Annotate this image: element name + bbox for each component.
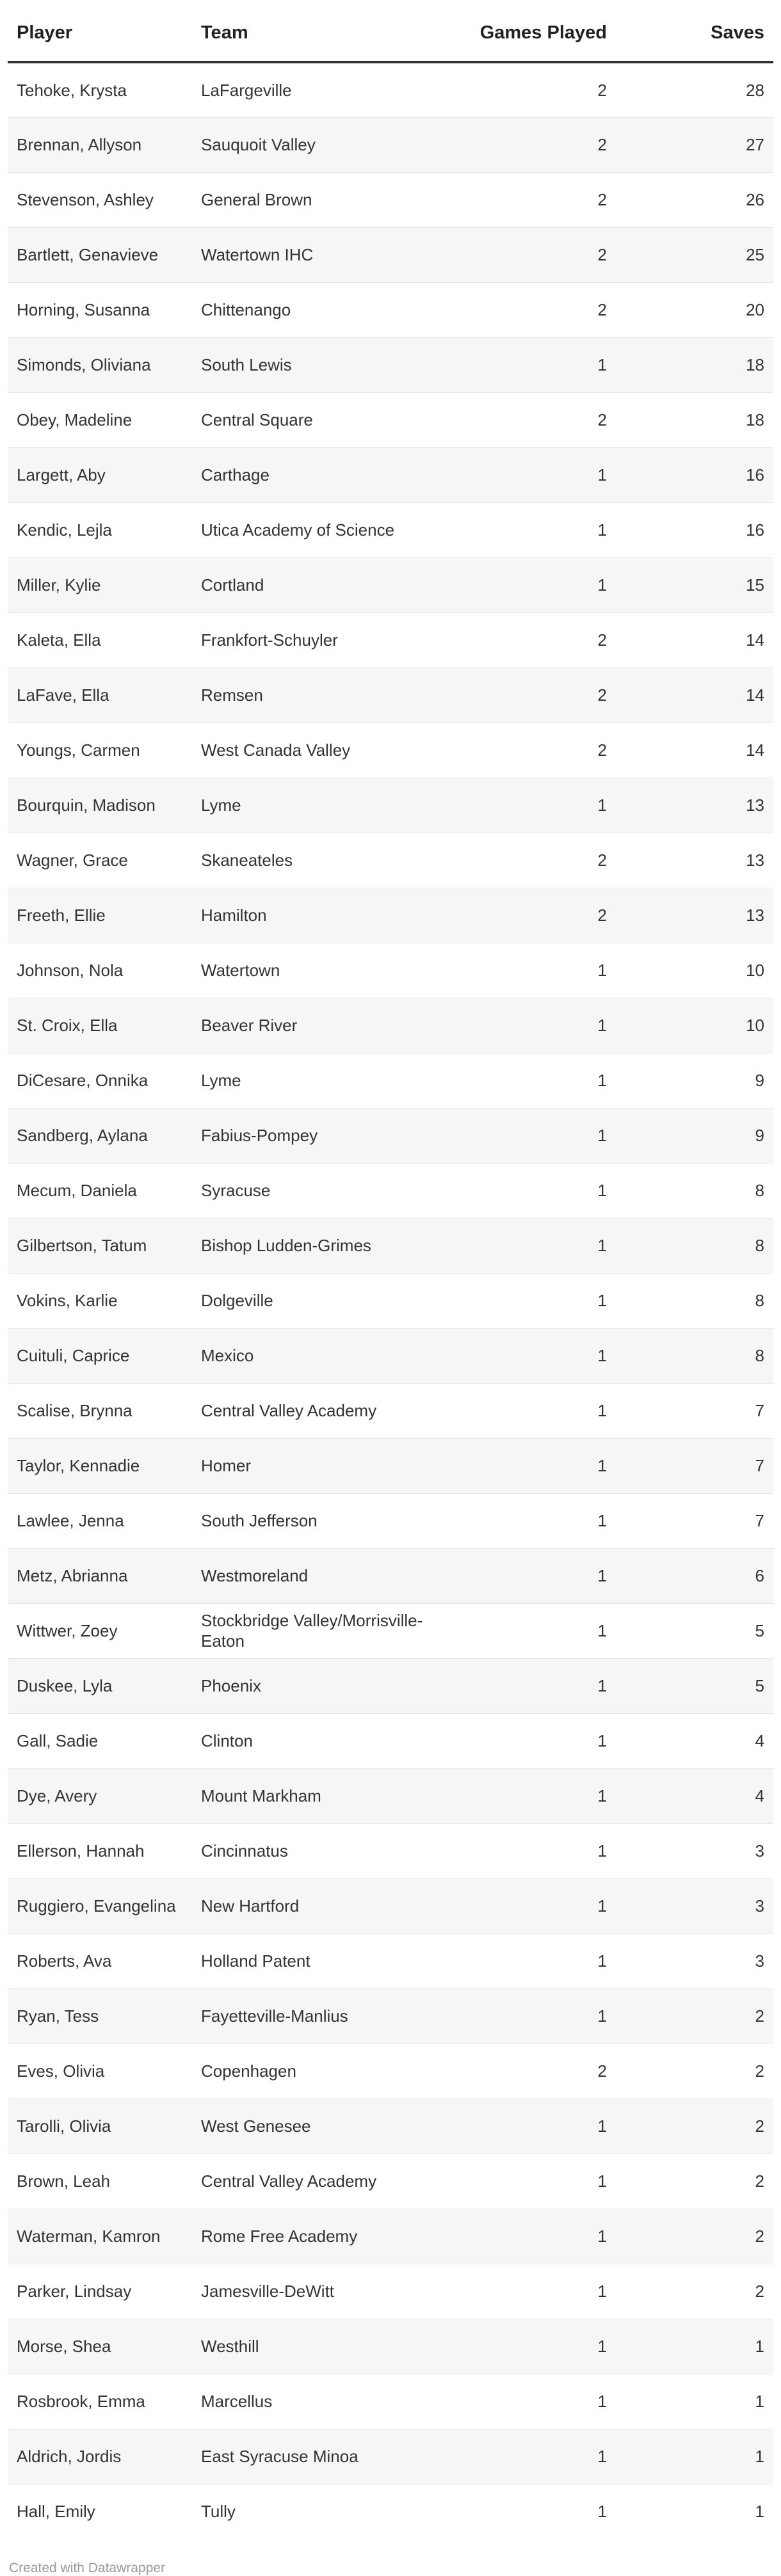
cell-games-played: 1 xyxy=(458,337,616,392)
cell-games-played: 2 xyxy=(458,227,616,282)
cell-player: Duskee, Lyla xyxy=(8,1658,192,1713)
cell-saves: 18 xyxy=(616,392,773,447)
cell-games-played: 1 xyxy=(458,1438,616,1493)
cell-saves: 7 xyxy=(616,1493,773,1548)
table-row xyxy=(8,668,773,723)
cell-team: Chittenango xyxy=(192,282,458,337)
cell-games-played: 1 xyxy=(458,998,616,1053)
cell-games-played: 1 xyxy=(458,1383,616,1438)
cell-games-played: 2 xyxy=(458,117,616,172)
cell-saves: 10 xyxy=(616,998,773,1053)
table-row xyxy=(8,1823,773,1878)
cell-team: Clinton xyxy=(192,1713,458,1768)
cell-saves: 1 xyxy=(755,2502,764,2522)
cell-saves: 10 xyxy=(616,943,773,998)
table-row xyxy=(8,998,773,1053)
cell-player: Horning, Susanna xyxy=(8,282,192,337)
cell-player: Brown, Leah xyxy=(8,2154,192,2209)
cell-player: Ellerson, Hannah xyxy=(8,1823,192,1878)
cell-team: Bishop Ludden-Grimes xyxy=(192,1218,458,1273)
cell-saves: 2 xyxy=(616,2154,773,2209)
cell-player: Cuituli, Caprice xyxy=(8,1328,192,1383)
header-team[interactable]: Team xyxy=(192,0,458,62)
datawrapper-credit: Created with Datawrapper xyxy=(9,2561,165,2575)
cell-games-played: 2 xyxy=(458,282,616,337)
cell-games-played: 2 xyxy=(458,888,616,943)
cell-player: DiCesare, Onnika xyxy=(8,1053,192,1108)
table-body xyxy=(8,62,773,2539)
table-row xyxy=(8,888,773,943)
cell-player: Bourquin, Madison xyxy=(8,778,192,833)
cell-games-played: 1 xyxy=(458,1713,616,1768)
table-row xyxy=(8,612,773,668)
cell-games-played: 1 xyxy=(458,1988,616,2044)
table-row xyxy=(8,337,773,392)
cell-games-played: 1 xyxy=(458,1218,616,1273)
cell-games-played: 1 xyxy=(458,447,616,502)
cell-team: Central Square xyxy=(192,392,458,447)
table-row xyxy=(8,557,773,612)
cell-saves: 8 xyxy=(616,1218,773,1273)
cell-team: Copenhagen xyxy=(192,2044,458,2099)
cell-games-played: 1 xyxy=(458,2374,616,2429)
cell-player: Freeth, Ellie xyxy=(8,888,192,943)
cell-team: Rome Free Academy xyxy=(192,2209,458,2264)
cell-player: Vokins, Karlie xyxy=(8,1273,192,1328)
table-row xyxy=(8,1053,773,1108)
cell-saves: 18 xyxy=(616,337,773,392)
cell-player: Wittwer, Zoey xyxy=(8,1603,192,1658)
cell-games-played: 1 xyxy=(458,943,616,998)
header-player[interactable]: Player xyxy=(8,0,192,62)
cell-player: Miller, Kylie xyxy=(8,557,192,612)
cell-player: Aldrich, Jordis xyxy=(8,2429,192,2484)
cell-team: General Brown xyxy=(192,172,458,227)
cell-games-played: 1 xyxy=(458,1768,616,1823)
table-row xyxy=(8,117,773,172)
cell-team: Watertown IHC xyxy=(192,227,458,282)
cell-player: LaFave, Ella xyxy=(8,668,192,723)
cell-player: Youngs, Carmen xyxy=(8,723,192,778)
cell-player: Waterman, Kamron xyxy=(8,2209,192,2264)
cell-player: Johnson, Nola xyxy=(8,943,192,998)
header-saves[interactable]: Saves xyxy=(616,0,773,62)
cell-player: Wagner, Grace xyxy=(8,833,192,888)
cell-player: Kendic, Lejla xyxy=(8,502,192,557)
cell-player: Bartlett, Genavieve xyxy=(8,227,192,282)
cell-team: West Genesee xyxy=(192,2099,458,2154)
cell-player: Simonds, Oliviana xyxy=(8,337,192,392)
table-row xyxy=(8,2209,773,2264)
header-games-played[interactable]: Games Played xyxy=(458,0,616,62)
table-row xyxy=(8,1108,773,1163)
cell-saves: 14 xyxy=(616,668,773,723)
table-row xyxy=(8,227,773,282)
cell-games-played: 1 xyxy=(458,2099,616,2154)
cell-team: Beaver River xyxy=(192,998,458,1053)
cell-player: Obey, Madeline xyxy=(8,392,192,447)
cell-player: Brennan, Allyson xyxy=(8,117,192,172)
cell-games-played: 2 xyxy=(458,392,616,447)
cell-saves: 28 xyxy=(616,62,773,117)
cell-games-played: 1 xyxy=(458,1273,616,1328)
cell-team: Central Valley Academy xyxy=(192,2154,458,2209)
cell-team: Syracuse xyxy=(192,1163,458,1218)
table-row xyxy=(8,1273,773,1328)
cell-games-played: 1 xyxy=(458,2319,616,2374)
table-row xyxy=(8,62,773,117)
cell-games-played: 1 xyxy=(458,2154,616,2209)
cell-saves: 7 xyxy=(616,1438,773,1493)
table-row xyxy=(8,778,773,833)
cell-player: Scalise, Brynna xyxy=(8,1383,192,1438)
cell-player: Eves, Olivia xyxy=(8,2044,192,2099)
table-row xyxy=(8,2374,773,2429)
cell-saves: 6 xyxy=(616,1548,773,1603)
cell-team: Hamilton xyxy=(192,888,458,943)
cell-saves: 1 xyxy=(616,2429,773,2484)
cell-team: Remsen xyxy=(192,668,458,723)
cell-saves: 8 xyxy=(616,1273,773,1328)
cell-player: Ruggiero, Evangelina xyxy=(8,1878,192,1933)
cell-saves: 4 xyxy=(616,1713,773,1768)
cell-saves: 14 xyxy=(616,723,773,778)
cell-saves: 1 xyxy=(616,2374,773,2429)
cell-saves: 8 xyxy=(616,1163,773,1218)
cell-team: Frankfort-Schuyler xyxy=(192,612,458,668)
cell-games-played: 2 xyxy=(458,668,616,723)
cell-games-played: 1 xyxy=(458,2429,616,2484)
cell-saves: 16 xyxy=(616,447,773,502)
table-row xyxy=(8,943,773,998)
cell-saves: 8 xyxy=(616,1328,773,1383)
cell-saves: 13 xyxy=(616,778,773,833)
cell-saves: 4 xyxy=(616,1768,773,1823)
table-row xyxy=(8,392,773,447)
cell-player: Morse, Shea xyxy=(8,2319,192,2374)
cell-team: Mexico xyxy=(192,1328,458,1383)
cell-team: Cortland xyxy=(192,557,458,612)
cell-saves: 16 xyxy=(616,502,773,557)
cell-saves: 7 xyxy=(616,1383,773,1438)
cell-team: Dolgeville xyxy=(192,1273,458,1328)
cell-player: Dye, Avery xyxy=(8,1768,192,1823)
cell-saves: 13 xyxy=(616,833,773,888)
table-row xyxy=(8,502,773,557)
header-row xyxy=(8,0,773,62)
table-row xyxy=(8,2044,773,2099)
cell-team: Central Valley Academy xyxy=(192,1383,458,1438)
cell-games-played: 1 xyxy=(458,502,616,557)
table-row xyxy=(8,1438,773,1493)
cell-team: New Hartford xyxy=(192,1878,458,1933)
cell-saves: 13 xyxy=(616,888,773,943)
table-row xyxy=(8,2154,773,2209)
cell-games-played: 1 xyxy=(458,1053,616,1108)
cell-saves: 1 xyxy=(616,2319,773,2374)
cell-saves: 2 xyxy=(616,2099,773,2154)
cell-team: Holland Patent xyxy=(192,1933,458,1988)
cell-player: Metz, Abrianna xyxy=(8,1548,192,1603)
table-row xyxy=(8,723,773,778)
table-row xyxy=(8,2319,773,2374)
cell-team: East Syracuse Minoa xyxy=(192,2429,458,2484)
table-row xyxy=(8,1933,773,1988)
table-row xyxy=(8,1768,773,1823)
cell-games-played: 1 xyxy=(458,1163,616,1218)
cell-games-played: 2 xyxy=(458,833,616,888)
cell-team: Carthage xyxy=(192,447,458,502)
cell-saves: 2 xyxy=(616,2264,773,2319)
table-row xyxy=(8,1218,773,1273)
cell-games-played: 2 xyxy=(458,612,616,668)
cell-team: Utica Academy of Science xyxy=(192,502,458,557)
cell-saves: 26 xyxy=(616,172,773,227)
cell-games-played: 2 xyxy=(458,62,616,117)
cell-player: Taylor, Kennadie xyxy=(8,1438,192,1493)
cell-player: Mecum, Daniela xyxy=(8,1163,192,1218)
table-row xyxy=(8,1493,773,1548)
table-row xyxy=(8,1383,773,1438)
cell-team: South Lewis xyxy=(192,337,458,392)
cell-team: Cincinnatus xyxy=(192,1823,458,1878)
table-row xyxy=(8,2484,773,2539)
cell-games-played: 2 xyxy=(458,723,616,778)
cell-team: Watertown xyxy=(192,943,458,998)
cell-team: Westmoreland xyxy=(192,1548,458,1603)
cell-games-played: 1 xyxy=(458,1933,616,1988)
cell-player: Gilbertson, Tatum xyxy=(8,1218,192,1273)
table-row xyxy=(8,2429,773,2484)
cell-player: Roberts, Ava xyxy=(8,1933,192,1988)
cell-player: Tarolli, Olivia xyxy=(8,2099,192,2154)
cell-player: Stevenson, Ashley xyxy=(8,172,192,227)
cell-team: Westhill xyxy=(192,2319,458,2374)
cell-games-played: 1 xyxy=(458,1878,616,1933)
table-row xyxy=(8,2264,773,2319)
cell-team: Jamesville-DeWitt xyxy=(192,2264,458,2319)
cell-team: Lyme xyxy=(192,1053,458,1108)
cell-saves: 3 xyxy=(616,1933,773,1988)
cell-games-played: 1 xyxy=(458,778,616,833)
cell-player: Largett, Aby xyxy=(8,447,192,502)
cell-games-played: 1 xyxy=(458,1548,616,1603)
cell-team: Homer xyxy=(192,1438,458,1493)
cell-team: LaFargeville xyxy=(192,62,458,117)
cell-player: Lawlee, Jenna xyxy=(8,1493,192,1548)
cell-team: Stockbridge Valley/Morrisville-Eaton xyxy=(192,1603,458,1658)
cell-saves: 9 xyxy=(616,1053,773,1108)
cell-games-played: 1 xyxy=(458,1493,616,1548)
cell-games-played: 1 xyxy=(458,1823,616,1878)
cell-player: Sandberg, Aylana xyxy=(8,1108,192,1163)
cell-games-played: 1 xyxy=(458,557,616,612)
cell-games-played: 1 xyxy=(458,1108,616,1163)
cell-player: Gall, Sadie xyxy=(8,1713,192,1768)
cell-saves: 5 xyxy=(616,1658,773,1713)
cell-games-played: 1 xyxy=(458,2209,616,2264)
cell-team: Fabius-Pompey xyxy=(192,1108,458,1163)
cell-saves: 3 xyxy=(616,1823,773,1878)
cell-saves: 5 xyxy=(616,1603,773,1658)
table-row xyxy=(8,172,773,227)
cell-games-played: 1 xyxy=(458,2264,616,2319)
table-row xyxy=(8,1988,773,2044)
table-row xyxy=(8,833,773,888)
cell-team: Phoenix xyxy=(192,1658,458,1713)
cell-team: South Jefferson xyxy=(192,1493,458,1548)
table-row xyxy=(8,1603,773,1658)
cell-player: Kaleta, Ella xyxy=(8,612,192,668)
saves-table xyxy=(8,0,773,2539)
cell-team: Lyme xyxy=(192,778,458,833)
cell-player: Ryan, Tess xyxy=(8,1988,192,2044)
table-row xyxy=(8,1328,773,1383)
cell-team: Sauquoit Valley xyxy=(192,117,458,172)
cell-team: Tully xyxy=(201,2502,236,2522)
cell-games-played: 1 xyxy=(597,2502,607,2522)
cell-games-played: 2 xyxy=(458,172,616,227)
cell-player: St. Croix, Ella xyxy=(8,998,192,1053)
cell-team: Mount Markham xyxy=(192,1768,458,1823)
cell-saves: 2 xyxy=(616,1988,773,2044)
cell-saves: 3 xyxy=(616,1878,773,1933)
cell-player: Rosbrook, Emma xyxy=(8,2374,192,2429)
cell-games-played: 1 xyxy=(458,1603,616,1658)
cell-saves: 15 xyxy=(616,557,773,612)
cell-team: West Canada Valley xyxy=(192,723,458,778)
cell-player: Parker, Lindsay xyxy=(8,2264,192,2319)
cell-team: Marcellus xyxy=(192,2374,458,2429)
table-row xyxy=(8,1713,773,1768)
cell-games-played: 1 xyxy=(458,1328,616,1383)
table-row xyxy=(8,1548,773,1603)
table-row xyxy=(8,1878,773,1933)
table-row xyxy=(8,447,773,502)
cell-games-played: 1 xyxy=(458,1658,616,1713)
cell-player: Tehoke, Krysta xyxy=(8,62,192,117)
table-row xyxy=(8,2099,773,2154)
cell-games-played: 2 xyxy=(458,2044,616,2099)
cell-saves: 14 xyxy=(616,612,773,668)
table-row xyxy=(8,1658,773,1713)
cell-saves: 9 xyxy=(616,1108,773,1163)
cell-saves: 27 xyxy=(616,117,773,172)
cell-team: Skaneateles xyxy=(192,833,458,888)
cell-team: Fayetteville-Manlius xyxy=(192,1988,458,2044)
cell-saves: 2 xyxy=(616,2044,773,2099)
cell-player: Hall, Emily xyxy=(17,2502,95,2522)
cell-saves: 20 xyxy=(616,282,773,337)
table-row xyxy=(8,1163,773,1218)
cell-saves: 25 xyxy=(616,227,773,282)
cell-saves: 2 xyxy=(616,2209,773,2264)
table-header xyxy=(8,0,773,62)
table-row xyxy=(8,282,773,337)
